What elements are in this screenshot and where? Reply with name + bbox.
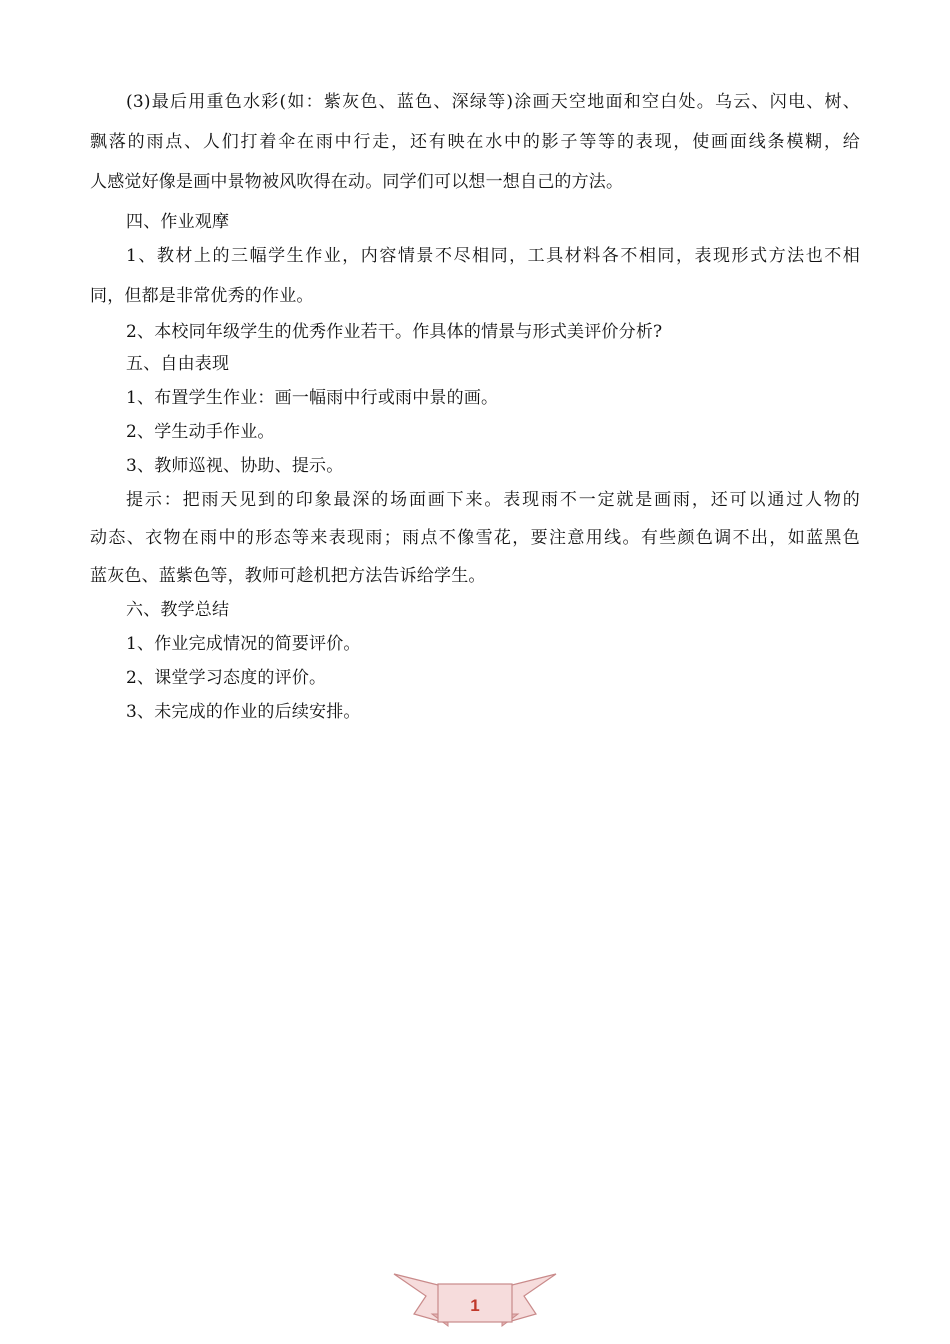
list-item: 3、未完成的作业的后续安排。 — [126, 702, 361, 722]
list-item: 2、课堂学习态度的评价。 — [126, 668, 327, 688]
paragraph-line: 飘落的雨点、人们打着伞在雨中行走，还有映在水中的影子等等的表现，使画面线条模糊，给 — [90, 132, 860, 152]
paragraph-line: (3)最后用重色水彩(如：紫灰色、蓝色、深绿等)涂画天空地面和空白处。乌云、闪电、树、 — [126, 92, 860, 112]
page-number: 1 — [470, 1296, 480, 1315]
section-heading: 四、作业观摩 — [126, 212, 230, 232]
paragraph-line: 动态、衣物在雨中的形态等来表现雨；雨点不像雪花，要注意用线。有些颜色调不出，如蓝黑色 — [90, 528, 860, 548]
page-number-ribbon — [392, 1272, 558, 1336]
paragraph-line: 同，但都是非常优秀的作业。 — [90, 286, 314, 306]
paragraph-line: 1、教材上的三幅学生作业，内容情景不尽相同，工具材料各不相同，表现形式方法也不相 — [126, 246, 860, 266]
list-item: 1、作业完成情况的简要评价。 — [126, 634, 361, 654]
paragraph-line: 蓝灰色、蓝紫色等，教师可趁机把方法告诉给学生。 — [90, 566, 486, 586]
paragraph-line: 人感觉好像是画中景物被风吹得在动。同学们可以想一想自己的方法。 — [90, 172, 624, 192]
list-item: 1、布置学生作业：画一幅雨中行或雨中景的画。 — [126, 388, 499, 408]
paragraph-line: 2、本校同年级学生的优秀作业若干。作具体的情景与形式美评价分析? — [126, 322, 663, 342]
section-heading: 六、教学总结 — [126, 600, 230, 620]
paragraph-line: 提示：把雨天见到的印象最深的场面画下来。表现雨不一定就是画雨，还可以通过人物的 — [126, 490, 860, 510]
list-item: 2、学生动手作业。 — [126, 422, 275, 442]
list-item: 3、教师巡视、协助、提示。 — [126, 456, 344, 476]
section-heading: 五、自由表现 — [126, 354, 230, 374]
